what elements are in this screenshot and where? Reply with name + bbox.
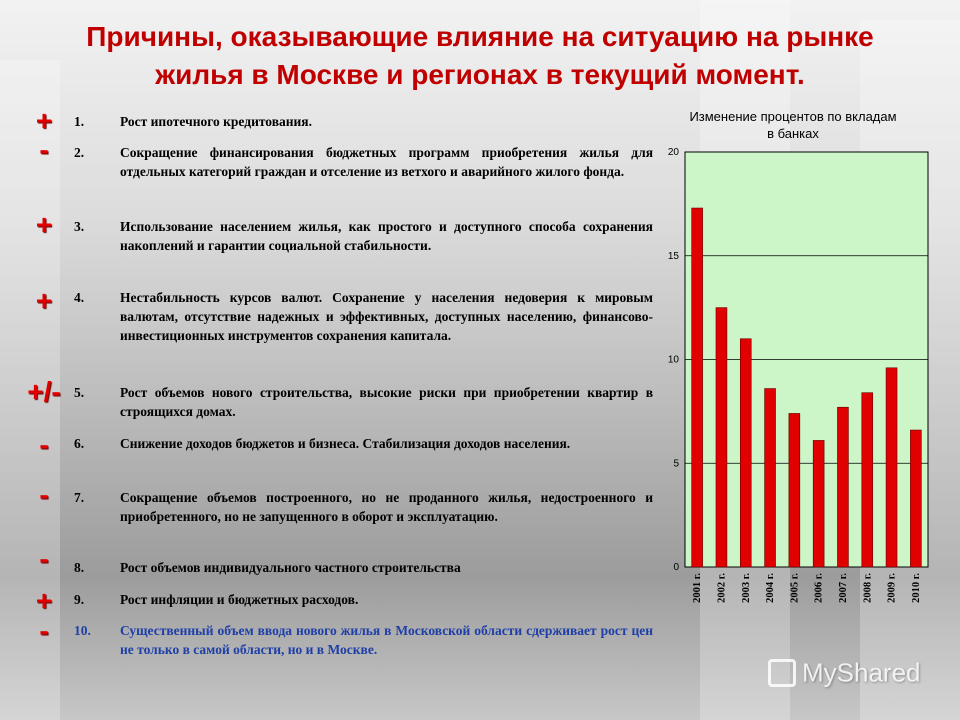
x-tick-label: 2008 г.: [862, 573, 874, 603]
x-tick-label: 2009 г.: [886, 573, 898, 603]
bar-2005: [789, 413, 800, 567]
list-item: [0, 285, 660, 372]
bar-2007: [837, 407, 848, 567]
item-text: Рост объемов индивидуального частного строительства: [120, 560, 461, 575]
y-tick-label: 20: [667, 147, 679, 158]
list-item: [0, 377, 660, 421]
item-number: 3.: [74, 219, 85, 234]
list-item: [0, 209, 660, 282]
item-number: 10.: [74, 623, 91, 638]
watermark-text: MyShared: [802, 657, 921, 688]
x-tick-label: 2004 г.: [765, 573, 777, 603]
item-number: 5.: [74, 385, 85, 400]
bar-2009: [886, 368, 897, 567]
list-item: [0, 105, 660, 136]
list-item: [0, 430, 660, 474]
x-tick-label: 2001 г.: [692, 573, 704, 603]
y-tick-label: 15: [667, 250, 679, 262]
watermark: [768, 656, 948, 690]
item-number: 1.: [74, 114, 85, 129]
item-text: Нестабильность курсов валют. Сохранение у населения недоверия к мировым валютам, отсутствие надежных и эффективных, доступных населению, финансово-инвестиционных инструментов сохранения капитала.: [120, 290, 653, 343]
list-item: [0, 480, 660, 546]
influence-sign: -: [39, 543, 49, 574]
x-tick-label: 2006 г.: [813, 573, 825, 603]
bar-2008: [862, 393, 873, 567]
myshared-logo-icon: [768, 659, 796, 687]
list-item: [0, 615, 660, 662]
influence-sign: -: [39, 479, 49, 510]
bar-2004: [765, 389, 776, 567]
bar-2010: [910, 430, 921, 567]
slide-title: Причины, оказывающие влияние на ситуацию на рынке жилья в Москве и регионах в текущий момент.: [86, 21, 874, 90]
influence-sign: +: [35, 209, 53, 240]
x-tick-label: 2003 г.: [740, 573, 752, 603]
x-tick-label: 2010 г.: [910, 573, 922, 603]
item-number: 8.: [74, 560, 85, 575]
x-tick-label: 2007 г.: [837, 573, 849, 603]
y-tick-label: 0: [673, 562, 679, 573]
bar-2006: [813, 440, 824, 567]
item-number: 9.: [74, 592, 85, 607]
item-number: 6.: [74, 436, 85, 451]
item-number: 2.: [74, 145, 85, 160]
influence-sign: -: [39, 429, 49, 460]
list-item: [0, 543, 660, 578]
influence-sign: -: [39, 134, 49, 165]
bar-2002: [716, 308, 727, 567]
item-text: Рост объемов нового строительства, высокие риски при приобретении квартир в строящихся домах.: [120, 385, 653, 419]
x-tick-label: 2002 г.: [716, 573, 728, 603]
y-axis-ticks: [668, 147, 680, 573]
x-axis-labels: [692, 573, 922, 603]
bar-2001: [692, 208, 703, 567]
influence-sign: +/-: [27, 376, 61, 407]
item-text: Использование населением жилья, как простого и доступного способа сохранения накоплений и гарантии социальной стабильности.: [120, 219, 653, 253]
chart-title: Изменение процентов по вкладам в банках: [689, 109, 897, 141]
item-text: Существенный объем ввода нового жилья в Московской области сдерживает рост цен не только в самой области, но и в Москве.: [120, 623, 653, 657]
influence-sign: -: [39, 615, 49, 646]
item-text: Сокращение финансирования бюджетных программ приобретения жилья для отдельных категорий граждан и отселение из ветхого и аварийного жилого фонда.: [120, 145, 653, 179]
influence-sign: +: [35, 105, 53, 136]
list-item: [0, 585, 660, 616]
bar-2003: [740, 339, 751, 567]
item-text: Снижение доходов бюджетов и бизнеса. Стабилизация доходов населения.: [120, 436, 571, 451]
influence-sign: +: [35, 285, 53, 316]
bar-chart: [655, 140, 935, 620]
influence-sign: +: [35, 585, 53, 616]
y-tick-label: 10: [667, 354, 679, 366]
item-number: 7.: [74, 490, 85, 505]
x-tick-label: 2005 г.: [789, 573, 801, 603]
list-item: [0, 134, 660, 207]
item-text: Рост инфляции и бюджетных расходов.: [120, 592, 359, 607]
y-tick-label: 5: [673, 458, 679, 470]
item-number: 4.: [74, 290, 85, 305]
item-text: Сокращение объемов построенного, но не проданного жилья, недостроенного и приобретенного, но не запущенного в оборот и эксплуатацию.: [120, 490, 653, 524]
item-text: Рост ипотечного кредитования.: [120, 114, 312, 129]
